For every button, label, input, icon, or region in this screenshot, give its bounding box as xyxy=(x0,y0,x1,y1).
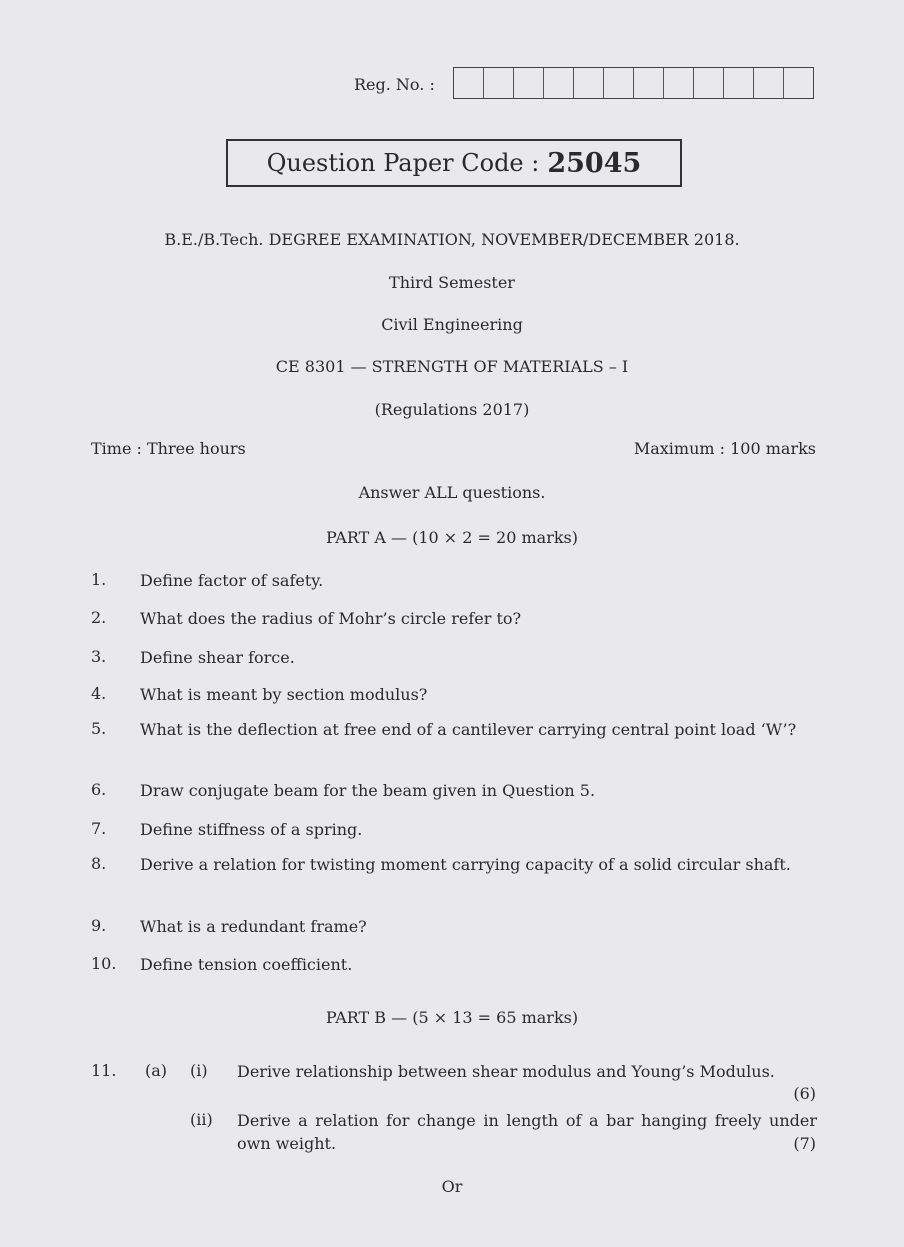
question-text: Define factor of safety. xyxy=(140,571,324,590)
question-text: Derive a relation for twisting moment carrying capacity of a solid circular shaft. xyxy=(140,855,791,874)
question-number: 2. xyxy=(91,608,107,627)
question-number: 5. xyxy=(91,719,107,738)
marks: (6) xyxy=(793,1084,816,1103)
question-number: 9. xyxy=(91,916,107,935)
course-title: CE 8301 — STRENGTH OF MATERIALS – I xyxy=(275,357,629,376)
reg-no-label: Reg. No. : xyxy=(354,75,435,94)
question-part: (a) xyxy=(145,1061,168,1080)
reg-no-digit-box[interactable] xyxy=(754,68,784,98)
max-marks: Maximum : 100 marks xyxy=(633,439,816,458)
question-text: Draw conjugate beam for the beam given in Question 5. xyxy=(140,781,596,800)
question-number: 6. xyxy=(91,780,107,799)
question-text: What is meant by section modulus? xyxy=(140,685,428,704)
reg-no-digit-box[interactable] xyxy=(514,68,544,98)
branch: Civil Engineering xyxy=(381,315,523,334)
sub-number: (i) xyxy=(190,1061,208,1080)
regulations: (Regulations 2017) xyxy=(374,400,530,419)
reg-no-digit-box[interactable] xyxy=(664,68,694,98)
part-a-title: PART A — (10 × 2 = 20 marks) xyxy=(326,528,578,547)
reg-no-digit-box[interactable] xyxy=(724,68,754,98)
question-text: Define tension coefficient. xyxy=(140,955,353,974)
reg-no-digit-box[interactable] xyxy=(604,68,634,98)
marks: (7) xyxy=(793,1134,816,1153)
sub-number: (ii) xyxy=(190,1110,213,1129)
question-number: 7. xyxy=(91,819,107,838)
reg-no-digit-box[interactable] xyxy=(784,68,813,98)
question-number: 3. xyxy=(91,647,107,666)
question-number: 10. xyxy=(91,954,117,973)
reg-no-boxes[interactable] xyxy=(453,67,814,99)
question-number: 11. xyxy=(91,1061,117,1080)
paper-code: 25045 xyxy=(547,147,642,179)
question-text: What is the deflection at free end of a cantilever carrying central point load ‘W’? xyxy=(140,720,797,739)
instruction: Answer ALL questions. xyxy=(358,483,546,502)
reg-no-digit-box[interactable] xyxy=(574,68,604,98)
reg-no-digit-box[interactable] xyxy=(484,68,514,98)
reg-no-digit-box[interactable] xyxy=(454,68,484,98)
reg-no-digit-box[interactable] xyxy=(694,68,724,98)
question-text: Define stiffness of a spring. xyxy=(140,820,363,839)
question-number: 8. xyxy=(91,854,107,873)
time: Time : Three hours xyxy=(91,439,246,458)
question-number: 4. xyxy=(91,684,107,703)
question-paper-code-box xyxy=(226,139,682,187)
question-text: Define shear force. xyxy=(140,648,295,667)
sub-question: Derive a relation for change in length of a bar hanging freely under own weight. xyxy=(237,1111,817,1153)
exam-title: B.E./B.Tech. DEGREE EXAMINATION, NOVEMBER/DECEMBER 2018. xyxy=(164,230,740,249)
reg-no-digit-box[interactable] xyxy=(544,68,574,98)
reg-no-digit-box[interactable] xyxy=(634,68,664,98)
or-divider: Or xyxy=(441,1177,463,1196)
question-text: What is a redundant frame? xyxy=(140,917,367,936)
question-text: What does the radius of Mohr’s circle refer to? xyxy=(140,609,522,628)
question-number: 1. xyxy=(91,570,107,589)
sub-question: Derive relationship between shear modulus and Young’s Modulus. xyxy=(237,1062,775,1081)
part-b-title: PART B — (5 × 13 = 65 marks) xyxy=(325,1008,579,1027)
paper-code-label: Question Paper Code : xyxy=(266,149,540,177)
semester: Third Semester xyxy=(389,273,515,292)
